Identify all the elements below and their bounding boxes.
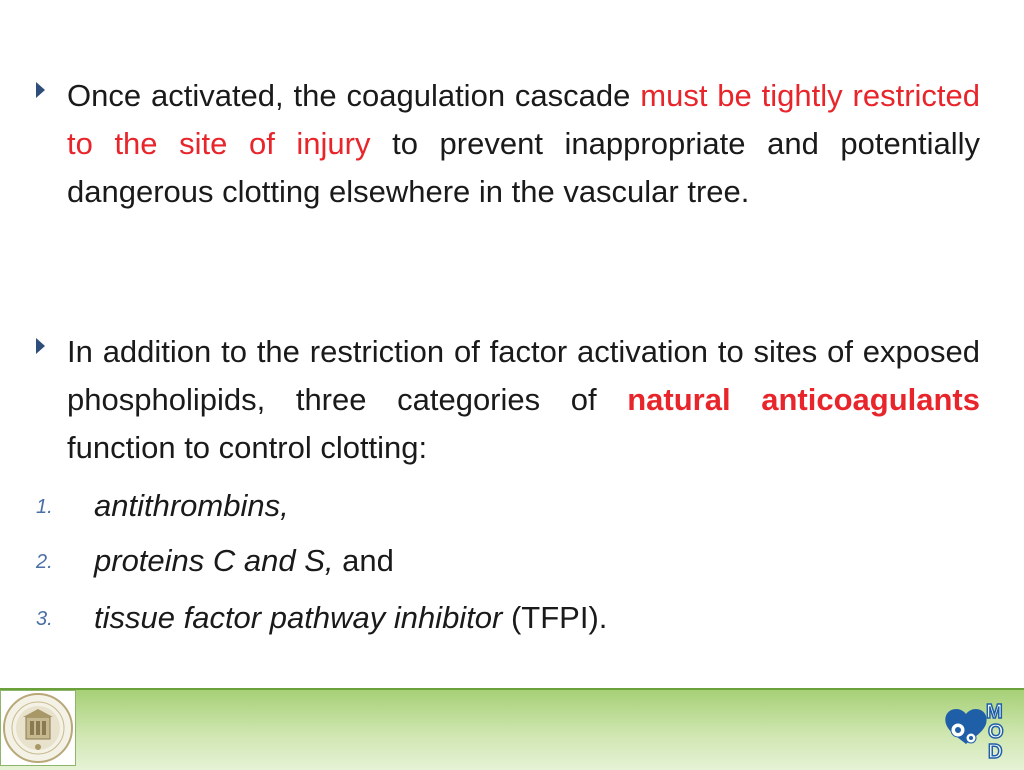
bullet-2-text-end: function to control clotting: xyxy=(67,430,428,465)
mod-letter-d: D xyxy=(988,741,1003,762)
seal-icon xyxy=(1,691,75,765)
bullet-1-text-start: Once activated, the coagulation cascade xyxy=(67,78,641,113)
item-term: antithrombins, xyxy=(94,488,289,523)
item-number: 2. xyxy=(36,551,53,573)
item-number: 1. xyxy=(36,496,53,518)
bullet-text-1 xyxy=(67,72,980,216)
item-rest: and xyxy=(333,543,394,578)
bullet-text-2 xyxy=(67,328,980,472)
item-term: proteins C and S, xyxy=(94,543,334,578)
bullet-1-highlight: must be tightly restricted to the site of injury xyxy=(67,78,980,161)
bullet-2-text-start: In addition to the restriction of factor activation to sites of exposed phospholipids, three categories of xyxy=(67,334,980,417)
item-rest: (TFPI). xyxy=(502,600,608,635)
item-body xyxy=(94,594,607,642)
triangle-bullet-icon xyxy=(36,338,45,354)
item-number: 3. xyxy=(36,608,53,630)
triangle-bullet-icon xyxy=(36,82,45,98)
numbered-item-2 xyxy=(36,537,976,585)
item-term: tissue factor pathway inhibitor xyxy=(94,600,503,635)
footer-bar xyxy=(0,688,1024,770)
bullet-point-2 xyxy=(36,328,980,472)
mod-logo-icon xyxy=(936,700,1012,762)
bullet-point-1 xyxy=(36,72,980,216)
mod-logo xyxy=(936,700,1012,762)
mod-letter-o: O xyxy=(988,721,1004,743)
mod-letter-m: M xyxy=(986,701,1003,723)
bullet-1-text-end: to prevent inappropriate and potentially dangerous clotting elsewhere in the vascular tree. xyxy=(67,126,980,209)
numbered-item-1 xyxy=(36,482,976,530)
item-body xyxy=(94,537,394,585)
numbered-item-3 xyxy=(36,594,976,642)
university-seal-logo xyxy=(0,690,76,766)
bullet-2-highlight: natural anticoagulants xyxy=(627,382,980,417)
item-body xyxy=(94,482,289,530)
